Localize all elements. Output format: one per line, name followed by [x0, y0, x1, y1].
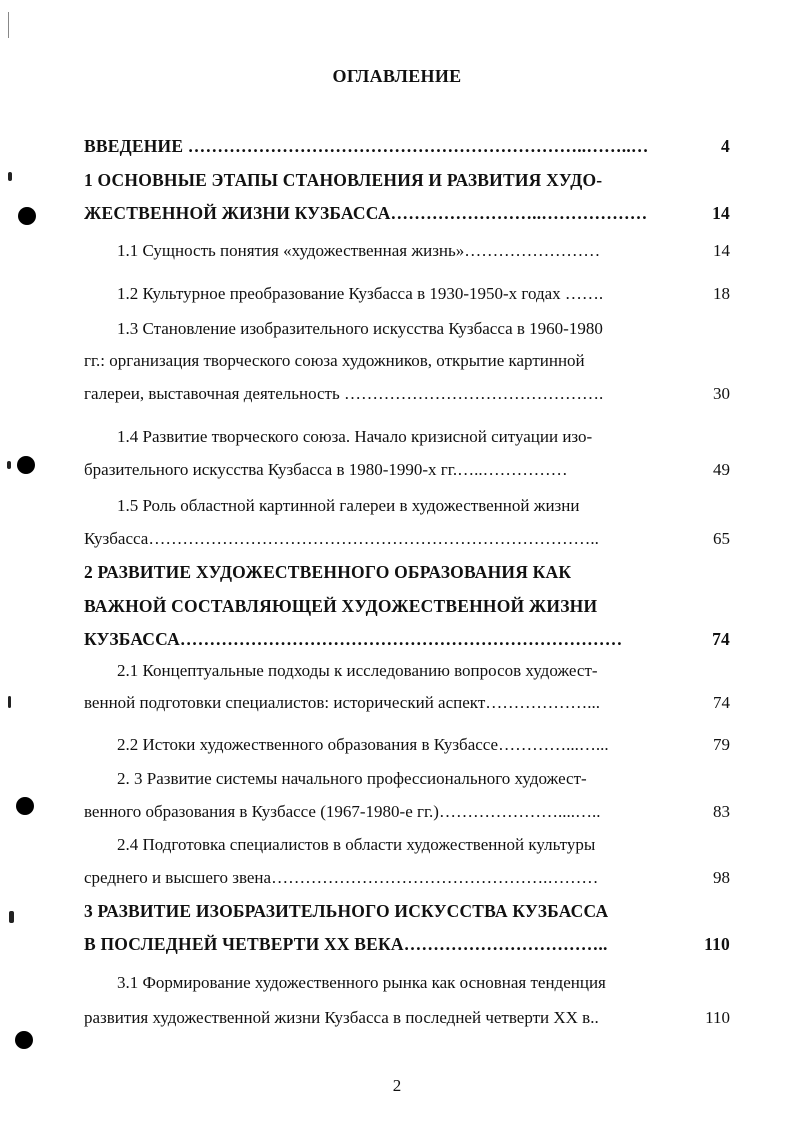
- toc-entry-page: 65: [713, 529, 730, 548]
- toc-entry-page: 14: [713, 241, 730, 260]
- toc-entry-page: 79: [713, 735, 730, 754]
- toc-entry-page: 18: [713, 284, 730, 303]
- toc-section-2-4-line-1[interactable]: [0, 830, 794, 860]
- page-title: ОГЛАВЛЕНИЕ: [332, 66, 462, 86]
- toc-section-2-1-line-2[interactable]: [0, 688, 794, 718]
- toc-entry-text: 2 РАЗВИТИЕ ХУДОЖЕСТВЕННОГО ОБРАЗОВАНИЯ КАК: [84, 562, 572, 582]
- toc-entry-page: 14: [712, 203, 730, 223]
- toc-entry-page: 110: [705, 1008, 730, 1027]
- binder-hole-mark: [15, 1031, 33, 1049]
- toc-entry-text: 3 РАЗВИТИЕ ИЗОБРАЗИТЕЛЬНОГО ИСКУССТВА КУЗБАССА: [84, 901, 609, 921]
- toc-section-1-5-line-2[interactable]: [0, 524, 794, 554]
- toc-chapter-1-line-1[interactable]: [0, 165, 794, 195]
- toc-chapter-3-line-1[interactable]: [0, 896, 794, 926]
- toc-section-2-2[interactable]: [0, 730, 794, 760]
- toc-entry-text: Кузбасса……………………………………………………………………..: [84, 529, 599, 548]
- toc-section-1-4-line-2[interactable]: [0, 455, 794, 485]
- toc-section-2-1-line-1[interactable]: [0, 656, 794, 686]
- scan-artifact-mark: [8, 12, 9, 38]
- toc-section-1-3-line-3[interactable]: [0, 379, 794, 409]
- toc-entry-text: венной подготовки специалистов: исторический аспект………………...: [84, 693, 601, 712]
- toc-entry-page: 74: [713, 693, 730, 712]
- toc-section-3-1-line-1[interactable]: [0, 968, 794, 998]
- toc-entry-page: 4: [721, 136, 730, 156]
- toc-entry-text: 1.1 Сущность понятия «художественная жизнь»……………………: [117, 241, 601, 260]
- binder-hole-mark: [16, 797, 34, 815]
- toc-chapter-2-line-3[interactable]: [0, 624, 794, 654]
- toc-entry-text: 1.2 Культурное преобразование Кузбасса в 1930-1950-х годах …….: [117, 284, 604, 303]
- toc-section-1-3-line-2[interactable]: [0, 346, 794, 376]
- toc-entry-page: 30: [713, 384, 730, 403]
- toc-entry-text: КУЗБАССА…………………………………………………………………: [84, 629, 623, 649]
- toc-section-1-1[interactable]: [0, 236, 794, 266]
- toc-entry-text: 2.2 Истоки художественного образования в Кузбассе…………...…...: [117, 735, 609, 754]
- toc-entry-text: В ПОСЛЕДНЕЙ ЧЕТВЕРТИ XX ВЕКА……………………………..: [84, 934, 608, 954]
- toc-section-1-4-line-1[interactable]: [0, 422, 794, 452]
- toc-entry-text: 1.5 Роль областной картинной галереи в художественной жизни: [117, 496, 580, 515]
- scan-artifact-mark: [8, 696, 11, 708]
- toc-entry-text: 1.3 Становление изобразительного искусства Кузбасса в 1960-1980: [117, 319, 603, 338]
- toc-entry-text: ЖЕСТВЕННОЙ ЖИЗНИ КУЗБАССА……………………..………………: [84, 203, 648, 223]
- toc-entry-text: 1.4 Развитие творческого союза. Начало кризисной ситуации изо-: [117, 427, 593, 446]
- binder-hole-mark: [18, 207, 36, 225]
- toc-section-1-3-line-1[interactable]: [0, 314, 794, 344]
- toc-entry-page: 83: [713, 802, 730, 821]
- binder-hole-mark: [17, 456, 35, 474]
- toc-section-2-3-line-2[interactable]: [0, 797, 794, 827]
- toc-chapter-2-line-1[interactable]: [0, 557, 794, 587]
- toc-entry-text: ВАЖНОЙ СОСТАВЛЯЮЩЕЙ ХУДОЖЕСТВЕННОЙ ЖИЗНИ: [84, 596, 598, 616]
- toc-entry-page: 98: [713, 868, 730, 887]
- toc-entry-text: 2.1 Концептуальные подходы к исследованию вопросов художест-: [117, 661, 598, 680]
- toc-entry-text: ВВЕДЕНИЕ …………………………………………………………..……..…: [84, 136, 649, 156]
- toc-chapter-3-line-2[interactable]: [0, 929, 794, 959]
- toc-entry-text: гг.: организация творческого союза художников, открытие картинной: [84, 351, 585, 370]
- scan-artifact-mark: [9, 911, 14, 923]
- toc-section-2-4-line-2[interactable]: [0, 863, 794, 893]
- toc-entry-text: развития художественной жизни Кузбасса в последней четверти XX в..: [84, 1008, 599, 1027]
- scan-artifact-mark: [8, 172, 12, 181]
- toc-chapter-2-line-2[interactable]: [0, 591, 794, 621]
- toc-section-1-5-line-1[interactable]: [0, 491, 794, 521]
- toc-section-1-2[interactable]: [0, 279, 794, 309]
- toc-entry-text: галереи, выставочная деятельность ……………………………………….: [84, 384, 604, 403]
- toc-section-3-1-line-2[interactable]: [0, 1003, 794, 1033]
- toc-chapter-1-line-2[interactable]: [0, 198, 794, 228]
- toc-section-2-3-line-1[interactable]: [0, 764, 794, 794]
- toc-entry-text: 1 ОСНОВНЫЕ ЭТАПЫ СТАНОВЛЕНИЯ И РАЗВИТИЯ ХУДО-: [84, 170, 603, 190]
- toc-entry-introduction[interactable]: [0, 131, 794, 161]
- scan-artifact-mark: [7, 461, 11, 469]
- toc-entry-text: 3.1 Формирование художественного рынка как основная тенденция: [117, 973, 606, 992]
- page-number: 2: [392, 1076, 402, 1095]
- toc-entry-text: 2. 3 Развитие системы начального профессионального художест-: [117, 769, 587, 788]
- toc-entry-page: 49: [713, 460, 730, 479]
- toc-entry-text: среднего и высшего звена………………………………………….………: [84, 868, 599, 887]
- toc-entry-text: бразительного искусства Кузбасса в 1980-1990-х гг.…..……………: [84, 460, 568, 479]
- toc-entry-page: 110: [704, 934, 730, 954]
- toc-entry-page: 74: [712, 629, 730, 649]
- toc-entry-text: венного образования в Кузбассе (1967-1980-е гг.)…………………....…..: [84, 802, 601, 821]
- toc-entry-text: 2.4 Подготовка специалистов в области художественной культуры: [117, 835, 596, 854]
